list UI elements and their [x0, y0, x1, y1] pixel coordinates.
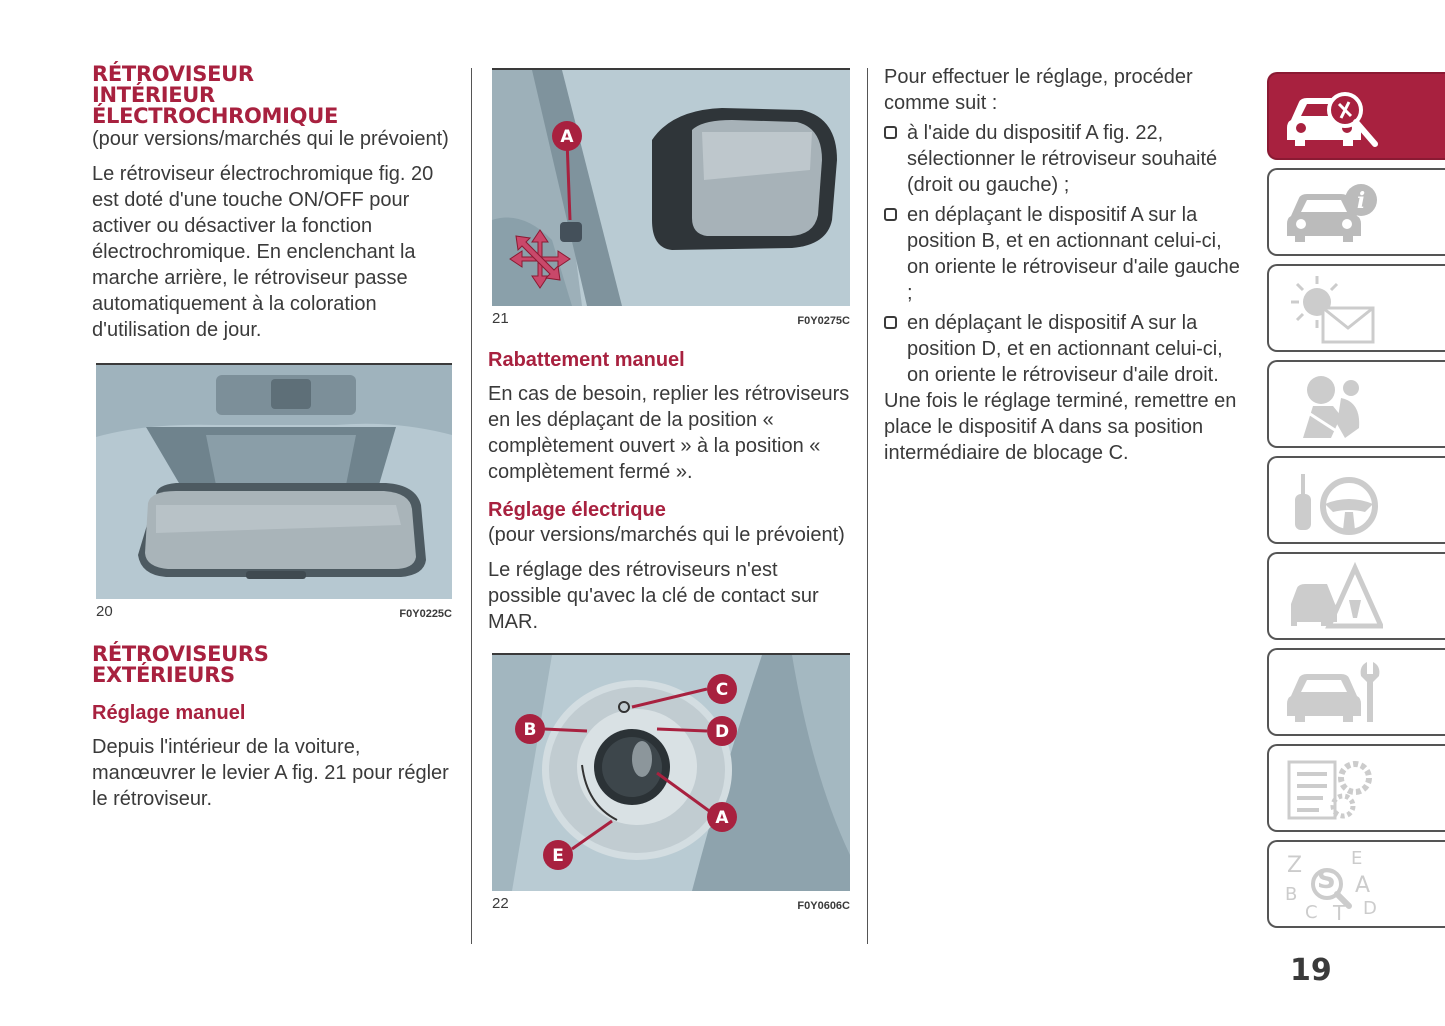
procedure-step-text: en déplaçant le dispositif A sur la position D, et en actionnant celui-ci, on oriente le rétroviseur d'aile droit. — [907, 312, 1223, 386]
label-e: E — [552, 846, 564, 866]
electric-adjustment-body: Le réglage des rétroviseurs n'est possible qu'avec la clé de contact sur MAR. — [488, 559, 819, 633]
column-separator — [471, 68, 472, 944]
tab-technical-data[interactable] — [1267, 744, 1445, 832]
index-letter: E — [1351, 848, 1363, 869]
figure-number: 21 — [492, 310, 509, 327]
warning-lights-icon — [1283, 272, 1383, 346]
tab-airbag-safety[interactable] — [1267, 360, 1445, 448]
tab-alphabetical-index[interactable] — [1267, 840, 1445, 928]
subtitle-manual-folding: Rabattement manuel — [488, 349, 685, 371]
index-letter: B — [1285, 884, 1298, 905]
exterior-mirror-lever-illustration — [492, 70, 850, 306]
page-number: 19 — [1290, 953, 1332, 988]
tab-car-maintenance[interactable] — [1267, 648, 1445, 736]
technical-data-icon — [1283, 752, 1383, 826]
column-2 — [488, 68, 850, 912]
emergency-warning-icon — [1283, 560, 1383, 634]
tab-emergency[interactable] — [1267, 552, 1445, 640]
versions-note: (pour versions/marchés qui le prévoient) — [488, 524, 845, 546]
figure-number: 22 — [492, 895, 509, 912]
tab-car-info[interactable] — [1267, 168, 1445, 256]
figure-code: F0Y0225C — [399, 608, 452, 620]
procedure-outro: Une fois le réglage terminé, remettre en place le dispositif A dans sa position intermédiaire de blocage C. — [884, 390, 1237, 464]
manual-folding-body: En cas de besoin, replier les rétroviseurs en les déplaçant de la position « complètement ouvert » à la position « complètement fermé ». — [488, 383, 850, 483]
key-steering-wheel-icon — [1283, 464, 1383, 538]
label-c: C — [715, 680, 729, 700]
procedure-step-text: en déplaçant le dispositif A sur la position B, et en actionnant celui-ci, on oriente le rétroviseur d'aile gauche ; — [907, 204, 1240, 304]
procedure-step-text: à l'aide du dispositif A fig. 22, sélectionner le rétroviseur souhaité (droit ou gauche) ; — [907, 122, 1218, 196]
tab-key-steering-wheel[interactable] — [1267, 456, 1445, 544]
subtitle-electric-adjustment: Réglage électrique — [488, 499, 666, 521]
index-letter: C — [1305, 902, 1318, 922]
label-b: B — [523, 720, 537, 740]
title-line: EXTÉRIEURS — [92, 663, 235, 687]
section-title-interior-mirror — [92, 64, 460, 127]
label-a: A — [715, 808, 729, 828]
versions-note: (pour versions/marchés qui le prévoient) — [92, 128, 449, 150]
index-letter: A — [1355, 873, 1371, 898]
column-separator — [867, 68, 868, 944]
title-line: RÉTROVISEURS — [92, 642, 269, 666]
interior-mirror-body: Le rétroviseur électrochromique fig. 20 est doté d'une touche ON/OFF pour activer ou désactiver la fonction électrochromique. En enclenchant la marche arrière, le rétroviseur passe automatiquement à la coloration d'utilisation de jour. — [92, 163, 434, 341]
tab-car-search[interactable] — [1267, 72, 1445, 160]
procedure-step — [884, 202, 1246, 306]
interior-mirror-illustration — [96, 365, 452, 599]
column-3 — [884, 64, 1246, 466]
index-letter: T — [1333, 901, 1346, 922]
svg-text:i: i — [1356, 188, 1366, 214]
column-1 — [92, 64, 460, 812]
checkbox-bullet-icon — [884, 208, 897, 221]
figure-code: F0Y0275C — [797, 315, 850, 327]
car-maintenance-icon — [1283, 656, 1383, 730]
subtitle-manual-adjustment: Réglage manuel — [92, 702, 246, 724]
checkbox-bullet-icon — [884, 126, 897, 139]
index-letter: D — [1363, 898, 1377, 919]
figure-21 — [492, 68, 850, 327]
label-d: D — [714, 722, 730, 742]
tab-warning-lights[interactable] — [1267, 264, 1445, 352]
car-info-icon — [1283, 176, 1383, 250]
figure-22 — [492, 653, 850, 912]
label-a: A — [560, 127, 574, 147]
figure-code: F0Y0606C — [797, 900, 850, 912]
index-letter: Z — [1287, 853, 1303, 878]
airbag-safety-icon — [1283, 368, 1383, 442]
index-letter: S — [1317, 865, 1336, 895]
alphabetical-index-icon — [1283, 848, 1383, 922]
procedure-intro: Pour effectuer le réglage, procéder comme suit : — [884, 66, 1193, 114]
section-title-exterior-mirrors — [92, 644, 460, 686]
procedure-step — [884, 120, 1246, 198]
title-line: INTÉRIEUR — [92, 83, 215, 107]
title-line: RÉTROVISEUR — [92, 62, 254, 86]
car-search-icon — [1283, 80, 1383, 154]
figure-20 — [96, 363, 452, 620]
checkbox-bullet-icon — [884, 316, 897, 329]
title-line: ÉLECTROCHROMIQUE — [92, 104, 339, 128]
figure-number: 20 — [96, 603, 113, 620]
procedure-step — [884, 310, 1246, 388]
manual-adjustment-body: Depuis l'intérieur de la voiture, manœuvrer le levier A fig. 21 pour régler le rétroviseur. — [92, 736, 449, 810]
mirror-control-knob-illustration — [492, 655, 850, 891]
